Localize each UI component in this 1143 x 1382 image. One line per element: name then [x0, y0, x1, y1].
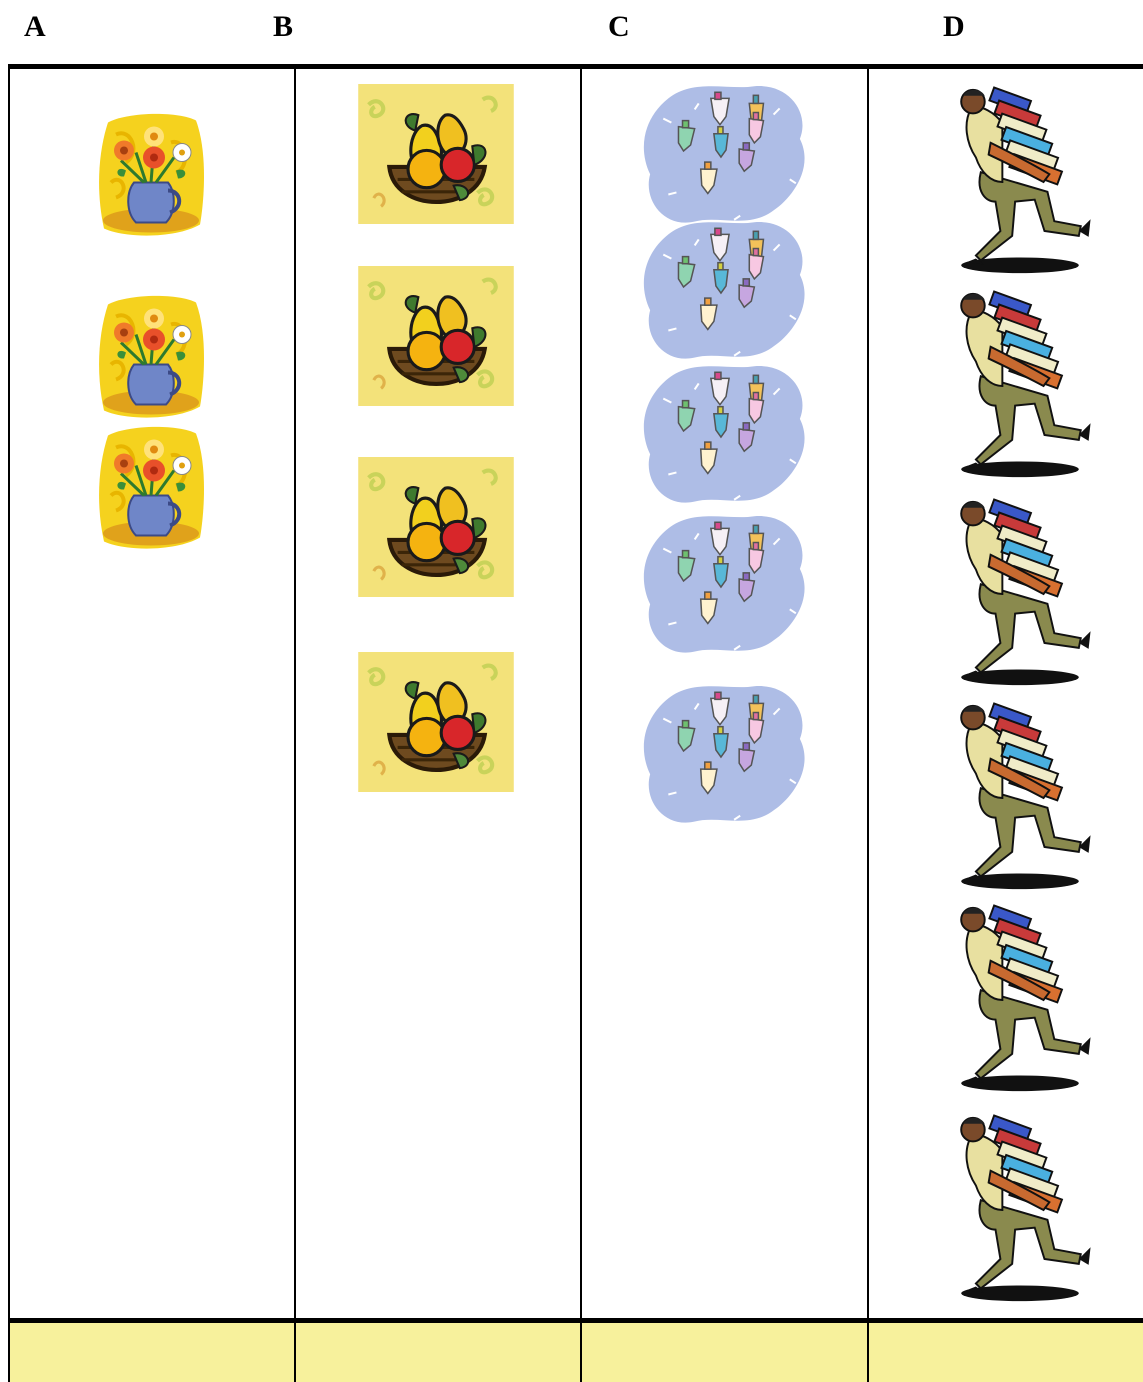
man-carrying-books-picture — [930, 700, 1110, 896]
answer-divider-cd — [867, 1320, 869, 1382]
column-label-d: D — [943, 10, 965, 43]
man-carrying-books-picture — [930, 1112, 1110, 1308]
column-label-a: A — [24, 10, 46, 43]
column-divider-ab — [294, 66, 296, 1382]
table-bottom-rule — [8, 1318, 1143, 1323]
dreidels-picture — [638, 214, 810, 366]
flower-vase-picture — [96, 112, 206, 238]
column-divider-bc — [580, 66, 582, 1382]
fruit-basket-picture — [358, 457, 514, 597]
column-divider-left-edge — [8, 66, 10, 1382]
column-label-c: C — [608, 10, 630, 43]
man-carrying-books-picture — [930, 288, 1110, 484]
dreidels-picture — [638, 508, 810, 660]
answer-divider-left-edge — [8, 1320, 10, 1382]
dreidels-picture — [638, 78, 810, 230]
column-label-b: B — [273, 10, 294, 43]
answer-row — [9, 1323, 1143, 1382]
column-divider-cd — [867, 66, 869, 1382]
fruit-basket-picture — [358, 266, 514, 406]
flower-vase-picture — [96, 425, 206, 551]
answer-divider-bc — [580, 1320, 582, 1382]
man-carrying-books-picture — [930, 496, 1110, 692]
flower-vase-picture — [96, 294, 206, 420]
table-top-rule — [8, 64, 1143, 69]
fruit-basket-picture — [358, 652, 514, 792]
dreidels-picture — [638, 358, 810, 510]
answer-divider-ab — [294, 1320, 296, 1382]
man-carrying-books-picture — [930, 902, 1110, 1098]
fruit-basket-picture — [358, 84, 514, 224]
dreidels-picture — [638, 678, 810, 830]
man-carrying-books-picture — [930, 84, 1110, 280]
